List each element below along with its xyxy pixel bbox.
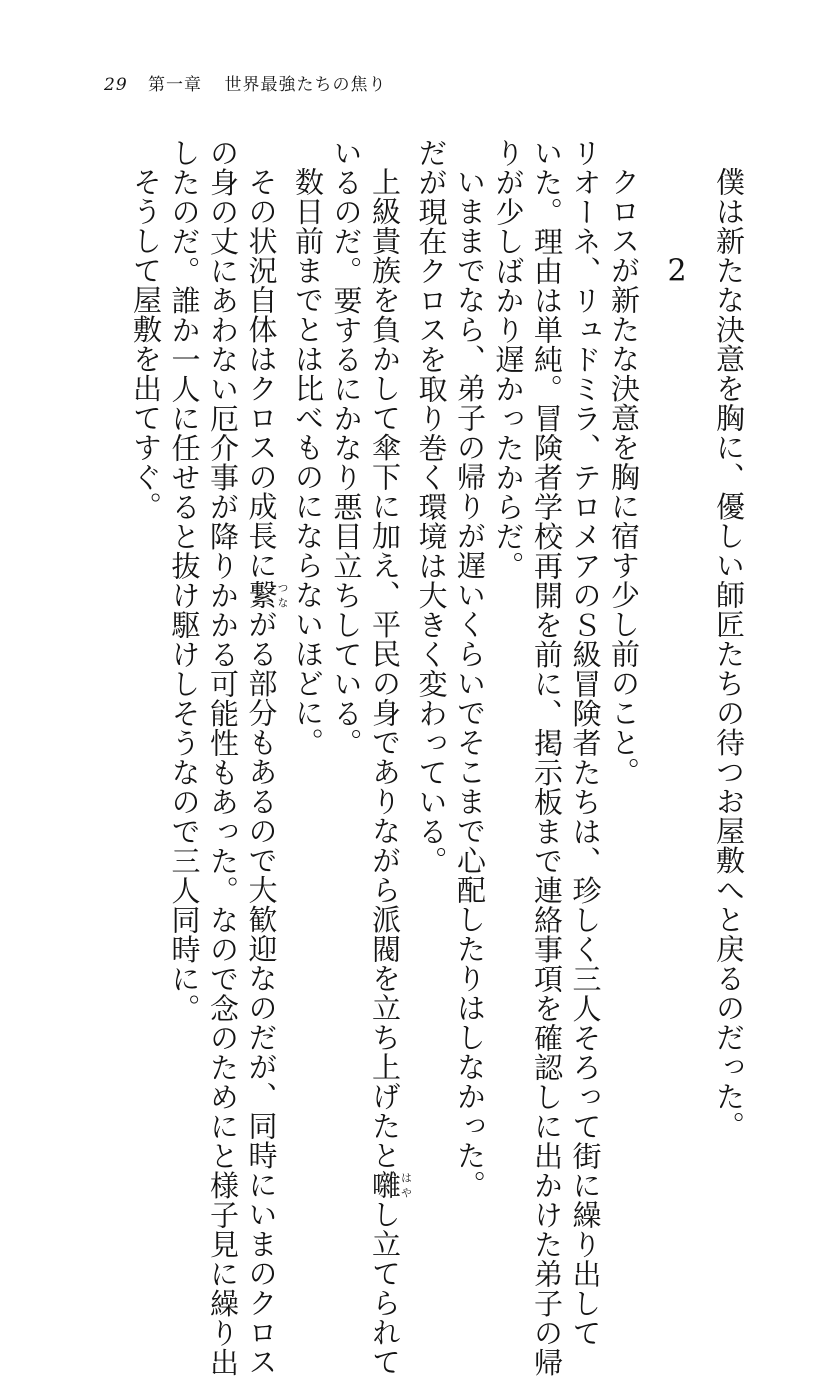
page-number: 29 — [104, 75, 128, 95]
text-line: その状況自体はクロスの成長に繋つながる部分もあるので大歓迎なのだが、同時にいまのクロス — [244, 167, 289, 1377]
running-head — [104, 70, 386, 95]
chapter-title: 世界最強たちの焦り — [224, 75, 387, 95]
text-line: りが少しばかり遅かったからだ。 — [491, 138, 526, 581]
text-line: クロスが新たな決意を胸に宿す少し前のこと。 — [607, 167, 641, 787]
chapter-label: 第一章 — [148, 75, 203, 95]
ruby-annotation: 囃はや — [368, 1170, 413, 1200]
text-line: の身の丈にあわない厄介事が降りかかる可能性もあった。なので念のためにと様子見に繰り出 — [206, 138, 240, 1377]
section-number: 2 — [667, 256, 687, 286]
text-line: 僕は新たな決意を胸に、優しい師匠たちの待つお屋敷へと戻るのだった。 — [712, 167, 746, 1141]
text-line: したのだ。誰か一人に任せると抜け駆けしそうなので三人同時に。 — [167, 138, 202, 1023]
body-text — [127, 138, 749, 1377]
ruby-annotation: 繋つな — [244, 580, 289, 610]
text-line: だが現在クロスを取り巻く環境は大きく変わっている。 — [414, 138, 449, 876]
text-line: いままでなら、弟子の帰りが遅いくらいでそこまで心配したりはしなかった。 — [453, 167, 487, 1200]
text-line: 数日前までとは比べものにならないほどに。 — [291, 167, 325, 757]
text-line: いた。理由は単純。冒険者学校再開を前に、掲示板まで連絡事項を確認しに出かけた弟子の帰 — [530, 138, 564, 1377]
text-line: 上級貴族を負かして傘下に加え、平民の身でありながら派閥を立ち上げたと囃はやし立てられて — [368, 167, 413, 1377]
text-line: リオーネ、リュドミラ、テロメアのＳ級冒険者たちは、珍しく三人そろって街に繰り出して — [568, 138, 603, 1348]
text-line: そうして屋敷を出てすぐ。 — [129, 167, 163, 521]
spacer — [643, 138, 657, 1138]
spacer — [696, 138, 710, 1138]
text-line: いるのだ。要するにかなり悪目立ちしている。 — [329, 138, 364, 758]
